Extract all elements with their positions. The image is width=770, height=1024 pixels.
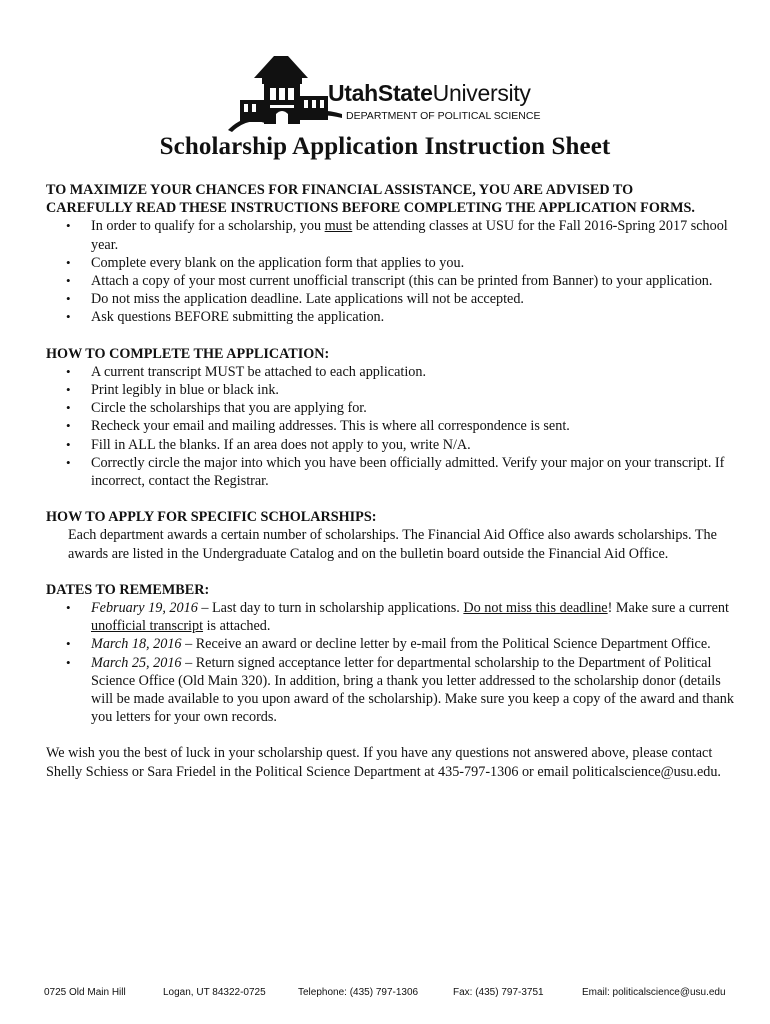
list-item: • March 25, 2016 – Return signed acceptance letter for departmental scholarship to the Department of Political Science Office (Old Main 320). In addition, bring a thank you letter addressed to the scholarship donor (details will be made available to you upon award of the scholarship). Make sure you keep a copy of the award and thank you letters for your own records.: [46, 654, 736, 727]
complete-list: [46, 363, 736, 490]
list-item: • In order to qualify for a scholarship, you must be attending classes at USU for the Fall 2016-Spring 2017 school year.: [46, 217, 736, 253]
list-item: • Recheck your email and mailing addresses. This is where all correspondence is sent.: [46, 417, 736, 435]
footer-city: Logan, UT 84322-0725: [163, 987, 266, 998]
instructions-body: [46, 181, 736, 795]
apply-paragraph: Each department awards a certain number of scholarships. The Financial Aid Office also awards scholarships. The awards are listed in the Undergraduate Catalog and on the bulletin board outside the Financial Aid Office.: [68, 527, 717, 562]
list-item: • Ask questions BEFORE submitting the application.: [46, 308, 736, 326]
dates-section: [46, 581, 736, 727]
list-item: • A current transcript MUST be attached to each application.: [46, 363, 736, 381]
footer-telephone: Telephone: (435) 797-1306: [298, 987, 419, 998]
department-name: DEPARTMENT OF POLITICAL SCIENCE: [346, 110, 541, 122]
list-item: • Fill in ALL the blanks. If an area does not apply to you, write N/A.: [46, 436, 736, 454]
section-title: DATES TO REMEMBER:: [46, 581, 210, 598]
university-name: UtahStateUniversity: [328, 80, 531, 106]
footer-fax: Fax: (435) 797-3751: [453, 987, 544, 998]
list-item: • Correctly circle the major into which you have been officially admitted. Verify your major on your transcript. If incorrect, contact the Registrar.: [46, 454, 736, 490]
list-item: • Print legibly in blue or black ink.: [46, 381, 736, 399]
list-item: • February 19, 2016 – Last day to turn in scholarship applications. Do not miss this deadline! Make sure a current unofficial transcript is attached.: [46, 599, 736, 635]
list-item: • Circle the scholarships that you are applying for.: [46, 399, 736, 417]
section-title: HOW TO COMPLETE THE APPLICATION:: [46, 345, 330, 362]
footer-email: Email: politicalscience@usu.edu: [582, 987, 726, 998]
closing-paragraph: We wish you the best of luck in your scholarship quest. If you have any questions not answered above, please contact Shelly Schiess or Sara Friedel in the Political Science Department at 435-797-1306 or email politicalscience@usu.edu.: [46, 745, 721, 780]
usu-logo: [226, 50, 556, 134]
section-title: HOW TO APPLY FOR SPECIFIC SCHOLARSHIPS:: [46, 509, 377, 526]
old-main-tower-icon: [226, 50, 344, 134]
intro-list: [46, 217, 736, 326]
list-item: • Complete every blank on the application form that applies to you.: [46, 254, 736, 272]
page-title: Scholarship Application Instruction Sheet: [159, 133, 611, 160]
dates-list: [46, 599, 736, 726]
how-to-complete-section: [46, 345, 736, 491]
list-item: • Do not miss the application deadline. Late applications will not be accepted.: [46, 290, 736, 308]
footer: [0, 987, 770, 1005]
how-to-apply-section: [46, 508, 736, 563]
list-item: • Attach a copy of your most current unofficial transcript (this can be printed from Banner) to your application.: [46, 272, 736, 290]
footer-address: 0725 Old Main Hill: [44, 987, 126, 998]
intro-heading: TO MAXIMIZE YOUR CHANCES FOR FINANCIAL ASSISTANCE, YOU ARE ADVISED TO CAREFULLY READ THESE INSTRUCTIONS BEFORE COMPLETING THE APPLICATION FORMS.: [46, 182, 695, 217]
list-item: • March 18, 2016 – Receive an award or decline letter by e-mail from the Political Science Department Office.: [46, 635, 736, 653]
